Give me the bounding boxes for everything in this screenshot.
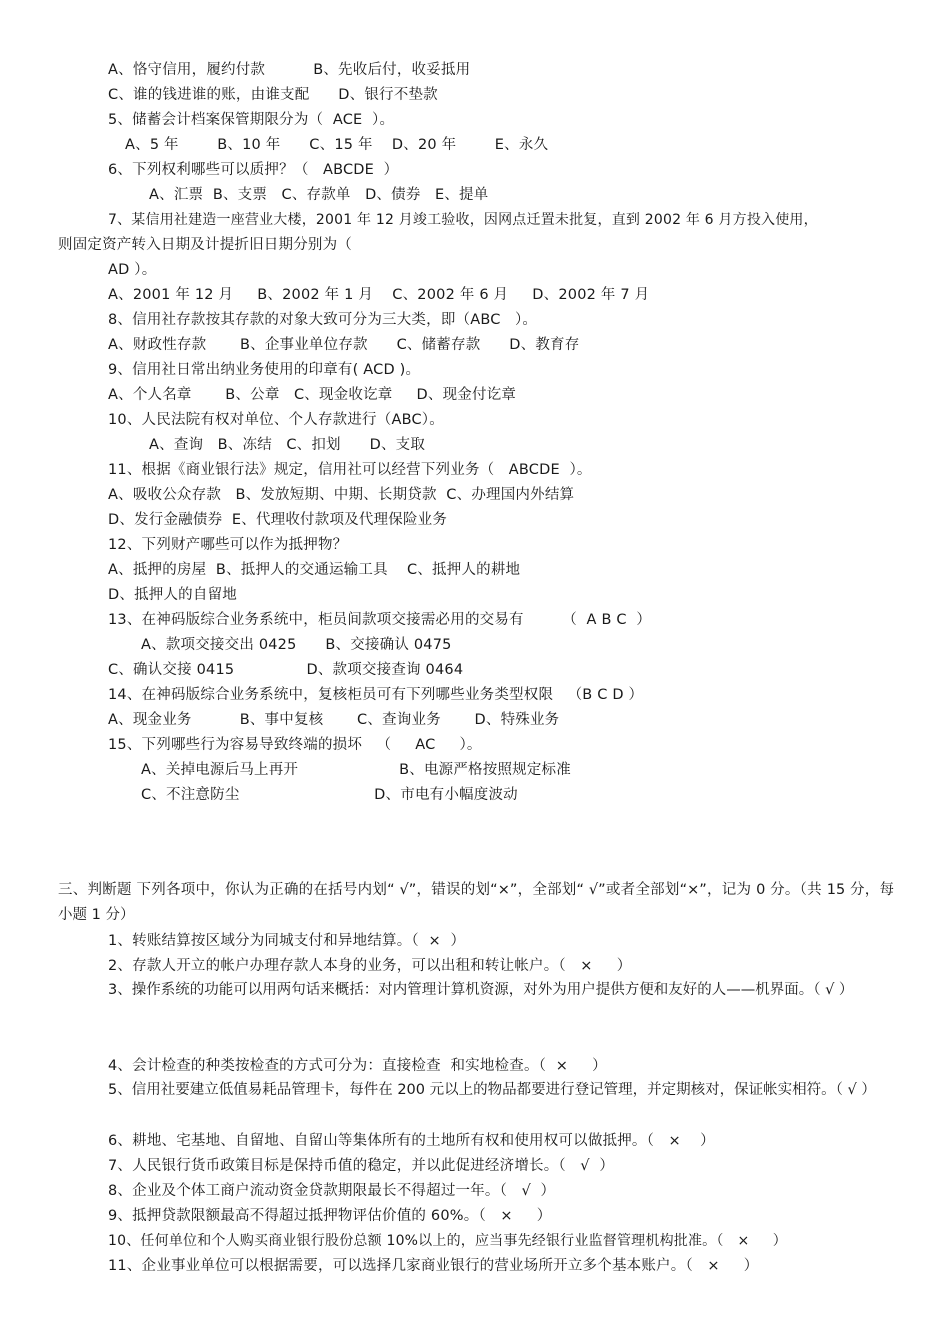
option-line: A、财政性存款 B、企事业单位存款 C、储蓄存款 D、教育存 xyxy=(108,337,580,353)
judge-item: 6、耕地、宅基地、自留地、自留山等集体所有的土地所有权和使用权可以做抵押。（ × ） xyxy=(108,1133,715,1149)
question-line: 则固定资产转入日期及计提折旧日期分别为（ xyxy=(58,237,352,253)
question-line: 11、根据《商业银行法》规定，信用社可以经营下列业务（ ABCDE ）。 xyxy=(108,462,592,478)
judge-item: 4、会计检查的种类按检查的方式可分为：直接检查 和实地检查。（ × ） xyxy=(108,1058,607,1074)
option-line: A、吸收公众存款 B、发放短期、中期、长期贷款 C、办理国内外结算 xyxy=(108,487,575,503)
answer-line: AD ）。 xyxy=(108,262,157,278)
option-line: A、抵押的房屋 B、抵押人的交通运输工具 C、抵押人的耕地 xyxy=(108,562,521,578)
question-line: 15、下列哪些行为容易导致终端的损坏 （ AC ）。 xyxy=(108,737,482,753)
option-line: A、个人名章 B、公章 C、现金收讫章 D、现金付讫章 xyxy=(108,387,517,403)
option-line: A、款项交接交出 0425 B、交接确认 0475 xyxy=(141,637,452,653)
question-line: 8、信用社存款按其存款的对象大致可分为三大类，即（ABC ）。 xyxy=(108,312,538,328)
judge-item: 1、转账结算按区域分为同城支付和异地结算。（ × ） xyxy=(108,933,466,949)
option-line: C、不注意防尘 D、市电有小幅度波动 xyxy=(141,787,518,803)
question-line: 5、储蓄会计档案保管期限分为（ ACE ）。 xyxy=(108,112,395,128)
question-line: 9、信用社日常出纳业务使用的印章有( ACD )。 xyxy=(108,362,421,378)
judge-item: 7、人民银行货币政策目标是保持币值的稳定，并以此促进经济增长。（ √ ） xyxy=(108,1158,615,1174)
question-line: 13、在神码版综合业务系统中，柜员间款项交接需必用的交易有 （ A B C ） xyxy=(108,612,652,628)
judge-item: 5、信用社要建立低值易耗品管理卡，每件在 200 元以上的物品都要进行登记管理，并定期核对，保证帐实相符。（ √ ） xyxy=(108,1082,876,1098)
question-line: 7、某信用社建造一座营业大楼，2001 年 12 月竣工验收，因网点迁置未批复，直到 2002 年 6 月方投入使用， xyxy=(108,212,818,228)
option-line: A、2001 年 12 月 B、2002 年 1 月 C、2002 年 6 月 D、2002 年 7 月 xyxy=(108,287,650,303)
judge-item: 8、企业及个体工商户流动资金贷款期限最长不得超过一年。（ √ ） xyxy=(108,1183,556,1199)
question-line: 12、下列财产哪些可以作为抵押物？ xyxy=(108,537,348,553)
option-line: A、汇票 B、支票 C、存款单 D、债券 E、提单 xyxy=(149,187,489,203)
option-line: D、发行金融债券 E、代理收付款项及代理保险业务 xyxy=(108,512,448,528)
option-line: A、查询 B、冻结 C、扣划 D、支取 xyxy=(149,437,426,453)
judge-item: 9、抵押贷款限额最高不得超过抵押物评估价值的 60%。（ × ） xyxy=(108,1208,552,1224)
option-line: A、关掉电源后马上再开 B、电源严格按照规定标准 xyxy=(141,762,571,778)
question-line: 6、下列权利哪些可以质押？（ ABCDE ） xyxy=(108,162,399,178)
option-line: C、谁的钱进谁的账，由谁支配 D、银行不垫款 xyxy=(108,87,438,103)
judge-item: 10、任何单位和个人购买商业银行股份总额 10%以上的，应当事先经银行业监督管理机构批准。（ × ） xyxy=(108,1233,787,1249)
option-line: A、恪守信用，履约付款 B、先收后付，收妥抵用 xyxy=(108,62,471,78)
option-line: A、现金业务 B、事中复核 C、查询业务 D、特殊业务 xyxy=(108,712,560,728)
option-line: A、5 年 B、10 年 C、15 年 D、20 年 E、永久 xyxy=(125,137,549,153)
judge-item: 2、存款人开立的帐户办理存款人本身的业务，可以出租和转让帐户。（ × ） xyxy=(108,958,632,974)
option-line: D、抵押人的自留地 xyxy=(108,587,237,603)
option-line: C、确认交接 0415 D、款项交接查询 0464 xyxy=(108,662,464,678)
judge-item: 3、操作系统的功能可以用两句话来概括：对内管理计算机资源，对外为用户提供方便和友好的人——机界面。（ √ ） xyxy=(108,982,854,998)
question-line: 10、人民法院有权对单位、个人存款进行（ABC）。 xyxy=(108,412,444,428)
question-line: 14、在神码版综合业务系统中，复核柜员可有下列哪些业务类型权限 （B C D ） xyxy=(108,687,644,703)
section-header: 三、判断题 下列各项中，你认为正确的在括号内划“ √”，错误的划“×”，全部划“ √”或者全部划“×”，记为 0 分。（共 15 分，每小题 1 分） xyxy=(58,882,894,923)
judge-item: 11、企业事业单位可以根据需要，可以选择几家商业银行的营业场所开立多个基本账户。（ × ） xyxy=(108,1258,759,1274)
